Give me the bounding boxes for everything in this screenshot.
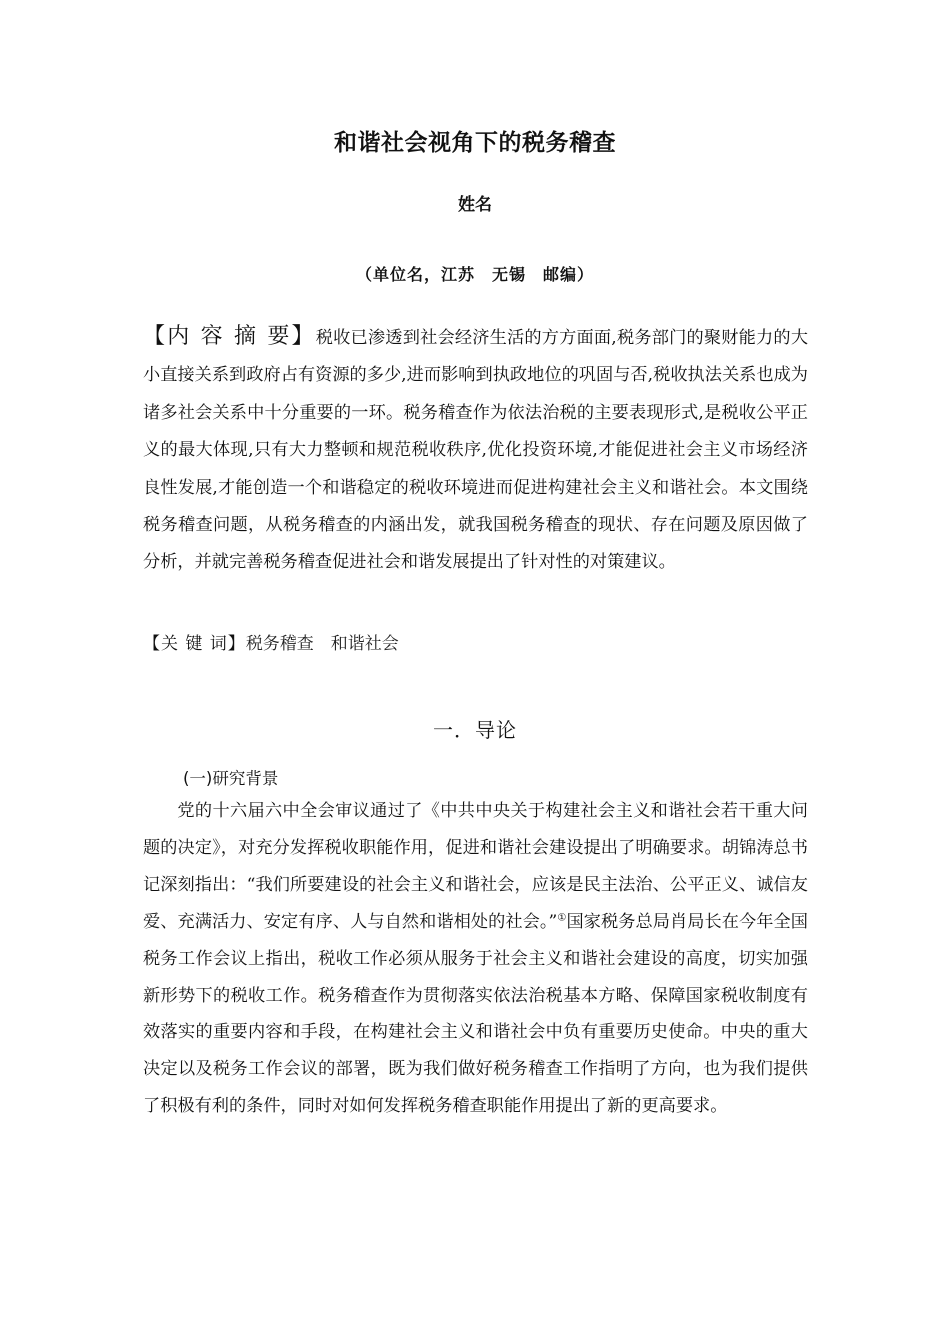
paragraph-text-part1: 党的十六届六中全会审议通过了《中共中央关于构建社会主义和谐社会若干重大问题的决定》，对充分发挥税收职能作用，促进和谐社会建设提出了明确要求。胡锦涛总书记深刻指出：“我们所要建设的社会主义和谐社会，应该是民主法治、公平正义、诚信友爱、充满活力、安定有序、人与自然和谐相处的社会。” [143,801,808,932]
paper-title: 和谐社会视角下的税务稽查 [334,130,616,156]
paragraph-text-part2: 国家税务总局肖局长在今年全国税务工作会议上指出，税收工作必须从服务于社会主义和谐社会建设的高度，切实加强新形势下的税收工作。税务稽查作为贯彻落实依法治税基本方略、保障国家税收制度有效落实的重要内容和手段，在构建社会主义和谐社会中负有重要历史使命。中央的重大决定以及税务工作会议的部署，既为我们做好税务稽查工作指明了方向，也为我们提供了积极有利的条件，同时对如何发挥税务稽查职能作用提出了新的更高要求。 [143,911,808,1117]
keywords-values: 税务稽查 和谐社会 [245,634,399,654]
abstract-text: 税收已渗透到社会经济生活的方方面面,税务部门的聚财能力的大小直接关系到政府占有资源的多少,进而影响到执政地位的巩固与否,税收执法关系也成为诸多社会关系中十分重要的一环。税务稽查作为依法治税的主要表现形式,是税收公平正义的最大体现,只有大力整顿和规范税收秩序,优化投资环境,才能促进社会主义市场经济良性发展,才能创造一个和谐稳定的税收环境进而促进构建社会主义和谐社会。本文围绕税务稽查问题，从税务稽查的内涵出发，就我国税务稽查的现状、存在问题及原因做了分析，并就完善税务稽查促进社会和谐发展提出了针对性的对策建议。 [143,328,809,573]
footnote-marker[interactable]: ① [557,911,567,923]
abstract [143,318,808,582]
keywords [143,629,808,654]
author-affiliation: （单位名，江苏 无锡 邮编） [355,265,594,284]
subsection-heading: (一)研究背景 [183,769,279,788]
body-paragraph [143,793,808,1125]
author-name: 姓名 [458,195,492,215]
section-heading: 一．导论 [433,718,517,742]
keywords-label: 【关 键 词】 [143,634,246,654]
abstract-label: 【内 容 摘 要】 [143,324,316,349]
